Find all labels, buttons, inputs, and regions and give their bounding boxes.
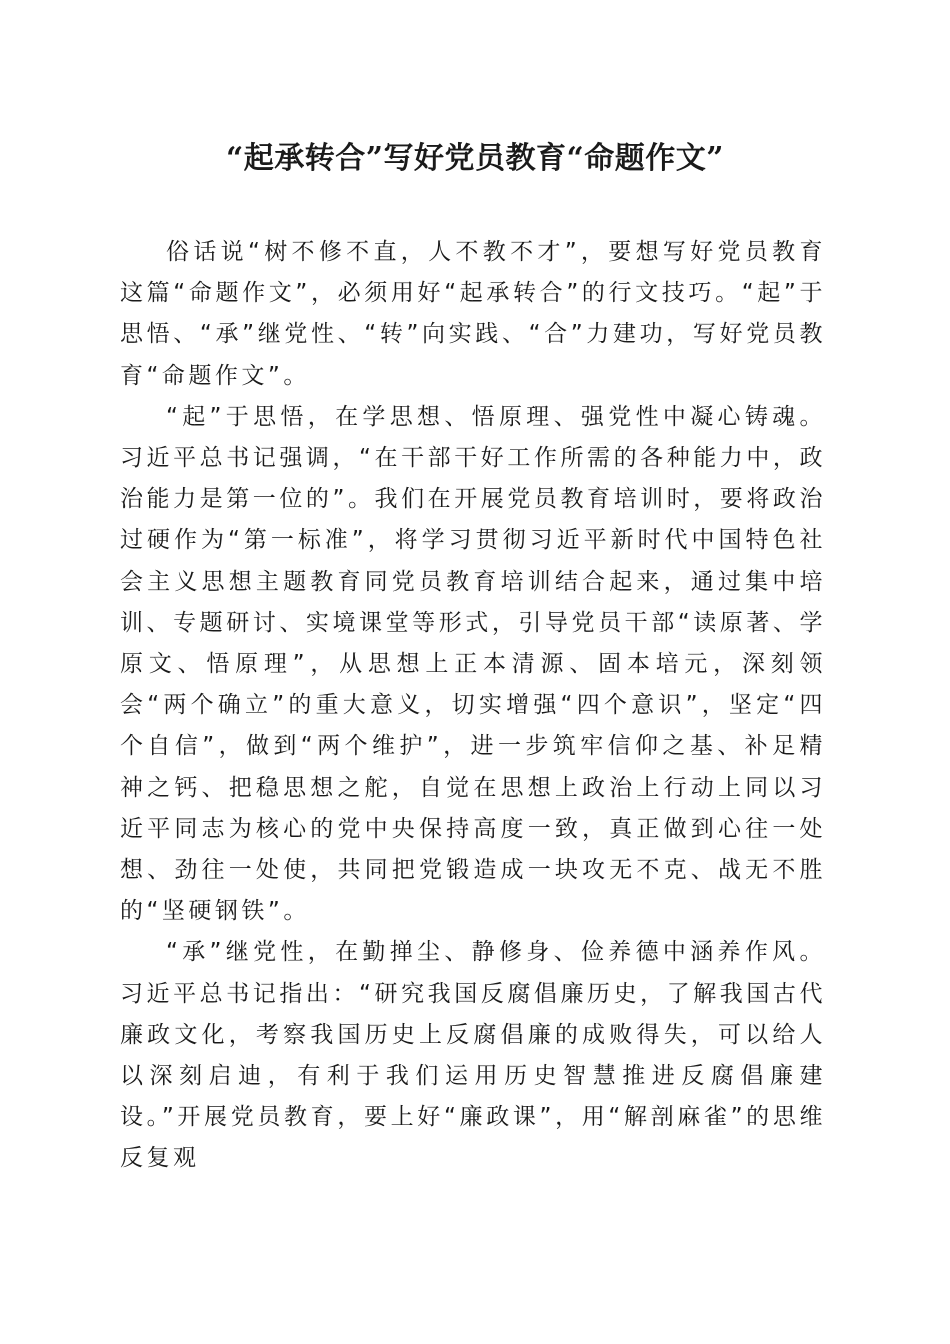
document-body: [120, 232, 826, 1180]
paragraph-cheng: “承”继党性，在勤掸尘、静修身、俭养德中涵养作风。习近平总书记指出：“研究我国反腐倡廉历史，了解我国古代廉政文化，考察我国历史上反腐倡廉的成败得失，可以给人以深刻启迪，有利于我们运用历史智慧推进反腐倡廉建设。”开展党员教育，要上好“廉政课”，用“解剖麻雀”的思维反复观: [120, 939, 826, 1172]
document-title: “起承转合”写好党员教育“命题作文”: [225, 141, 725, 176]
paragraph-qi: “起”于思悟，在学思想、悟原理、强党性中凝心铸魂。习近平总书记强调，“在干部干好工作所需的各种能力中，政治能力是第一位的”。我们在开展党员教育培训时，要将政治过硬作为“第一标准”，将学习贯彻习近平新时代中国特色社会主义思想主题教育同党员教育培训结合起来，通过集中培训、专题研讨、实境课堂等形式，引导党员干部“读原著、学原文、悟原理”，从思想上正本清源、固本培元，深刻领会“两个确立”的重大意义，切实增强“四个意识”，坚定“四个自信”，做到“两个维护”，进一步筑牢信仰之基、补足精神之钙、把稳思想之舵，自觉在思想上政治上行动上同以习近平同志为核心的党中央保持高度一致，真正做到心往一处想、劲往一处使，共同把党锻造成一块攻无不克、战无不胜的“坚硬钢铁”。: [120, 403, 826, 925]
paragraph-intro: 俗话说“树不修不直，人不教不才”，要想写好党员教育这篇“命题作文”，必须用好“起承转合”的行文技巧。“起”于思悟、“承”继党性、“转”向实践、“合”力建功，写好党员教育“命题作文”。: [120, 239, 826, 389]
